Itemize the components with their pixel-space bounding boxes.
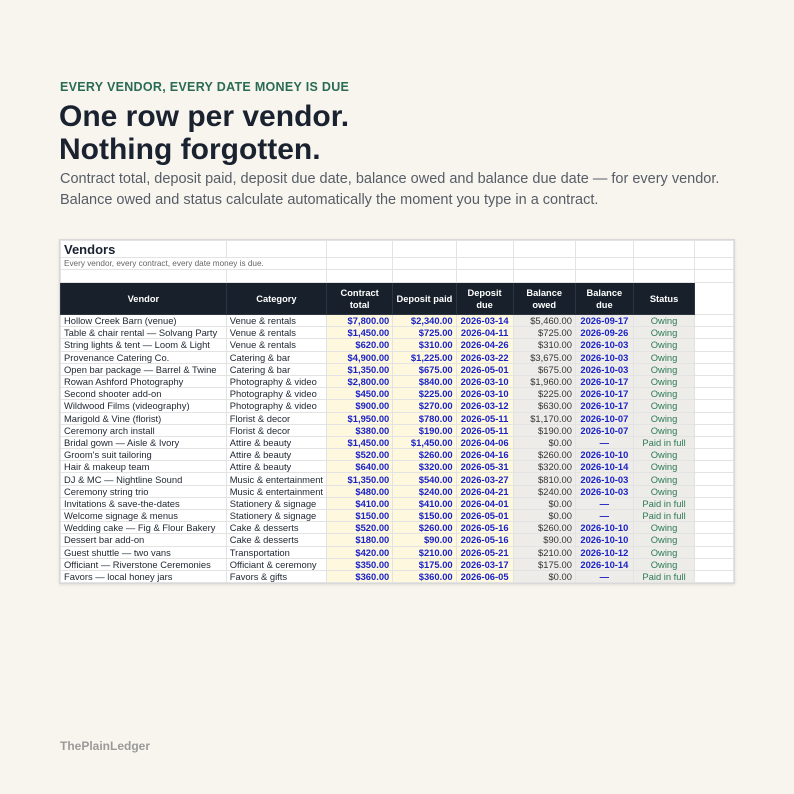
- table-row: [61, 424, 734, 436]
- empty-cell[interactable]: [327, 258, 393, 270]
- cell-deposit-due[interactable]: 2026-05-01: [456, 510, 513, 522]
- empty-cell[interactable]: [695, 315, 734, 327]
- cell-vendor[interactable]: Ceremony string trio: [61, 485, 227, 497]
- empty-cell[interactable]: [695, 558, 734, 570]
- cell-deposit-paid[interactable]: $260.00: [393, 449, 456, 461]
- cell-vendor[interactable]: DJ & MC — Nightline Sound: [61, 473, 227, 485]
- cell-deposit-due[interactable]: 2026-04-06: [456, 436, 513, 448]
- cell-deposit-due[interactable]: 2026-05-31: [456, 461, 513, 473]
- cell-balance-owed[interactable]: $810.00: [513, 473, 575, 485]
- cell-balance-owed[interactable]: $630.00: [513, 400, 575, 412]
- cell-vendor[interactable]: Table & chair rental — Solvang Party: [61, 327, 227, 339]
- cell-balance-due[interactable]: 2026-10-17: [575, 375, 633, 387]
- cell-deposit-paid[interactable]: $675.00: [393, 363, 456, 375]
- cell-balance-owed[interactable]: $3,675.00: [513, 351, 575, 363]
- cell-contract-total[interactable]: $520.00: [327, 522, 393, 534]
- cell-balance-owed[interactable]: $225.00: [513, 388, 575, 400]
- cell-balance-due[interactable]: 2026-10-14: [575, 558, 633, 570]
- cell-balance-due[interactable]: —: [575, 436, 633, 448]
- header-category[interactable]: Category: [226, 283, 326, 315]
- cell-category[interactable]: Cake & desserts: [226, 534, 326, 546]
- cell-balance-due[interactable]: 2026-10-10: [575, 534, 633, 546]
- cell-deposit-due[interactable]: 2026-03-10: [456, 388, 513, 400]
- empty-cell[interactable]: [695, 473, 734, 485]
- cell-status[interactable]: Owing: [633, 339, 695, 351]
- cell-deposit-due[interactable]: 2026-05-11: [456, 412, 513, 424]
- cell-contract-total[interactable]: $1,950.00: [327, 412, 393, 424]
- empty-cell[interactable]: [456, 258, 513, 270]
- empty-cell[interactable]: [695, 388, 734, 400]
- cell-balance-owed[interactable]: $1,960.00: [513, 375, 575, 387]
- table-row: [61, 327, 734, 339]
- sheet-subtitle[interactable]: Every vendor, every contract, every date money is due.: [61, 258, 327, 270]
- cell-deposit-due[interactable]: 2026-03-12: [456, 400, 513, 412]
- table-row: [61, 522, 734, 534]
- cell-balance-due[interactable]: —: [575, 510, 633, 522]
- cell-contract-total[interactable]: $620.00: [327, 339, 393, 351]
- cell-contract-total[interactable]: $1,450.00: [327, 327, 393, 339]
- empty-cell[interactable]: [695, 534, 734, 546]
- cell-category[interactable]: Photography & video: [226, 388, 326, 400]
- table-row: [61, 546, 734, 558]
- cell-status[interactable]: Owing: [633, 363, 695, 375]
- cell-category[interactable]: Transportation: [226, 546, 326, 558]
- cell-contract-total[interactable]: $410.00: [327, 497, 393, 509]
- cell-deposit-paid[interactable]: $225.00: [393, 388, 456, 400]
- description-line-1: Contract total, deposit paid, deposit due date, balance owed and balance due date — for every vendor.: [60, 171, 720, 187]
- cell-status[interactable]: Paid in full: [633, 497, 695, 509]
- table-row: [61, 339, 734, 351]
- cell-deposit-due[interactable]: 2026-03-22: [456, 351, 513, 363]
- cell-deposit-due[interactable]: 2026-05-16: [456, 534, 513, 546]
- cell-vendor[interactable]: Second shooter add-on: [61, 388, 227, 400]
- cell-category[interactable]: Stationery & signage: [226, 510, 326, 522]
- cell-balance-owed[interactable]: $0.00: [513, 497, 575, 509]
- empty-cell[interactable]: [633, 258, 695, 270]
- cell-contract-total[interactable]: $900.00: [327, 400, 393, 412]
- cell-contract-total[interactable]: $4,900.00: [327, 351, 393, 363]
- cell-balance-due[interactable]: 2026-10-10: [575, 449, 633, 461]
- cell-status[interactable]: Paid in full: [633, 570, 695, 582]
- empty-cell[interactable]: [695, 522, 734, 534]
- cell-category[interactable]: Attire & beauty: [226, 461, 326, 473]
- cell-contract-total[interactable]: $1,450.00: [327, 436, 393, 448]
- cell-contract-total[interactable]: $380.00: [327, 424, 393, 436]
- table-row: [61, 363, 734, 375]
- cell-balance-owed[interactable]: $0.00: [513, 510, 575, 522]
- header-deposit-due[interactable]: Deposit due: [456, 283, 513, 315]
- empty-cell[interactable]: [695, 461, 734, 473]
- empty-cell[interactable]: [695, 258, 734, 270]
- cell-balance-due[interactable]: —: [575, 497, 633, 509]
- empty-cell[interactable]: [695, 270, 734, 283]
- cell-contract-total[interactable]: $350.00: [327, 558, 393, 570]
- headline-line-2: Nothing forgotten.: [59, 133, 321, 166]
- cell-contract-total[interactable]: $520.00: [327, 449, 393, 461]
- table-row: [61, 388, 734, 400]
- cell-category[interactable]: Catering & bar: [226, 351, 326, 363]
- cell-category[interactable]: Attire & beauty: [226, 436, 326, 448]
- cell-deposit-paid[interactable]: $150.00: [393, 510, 456, 522]
- cell-status[interactable]: Owing: [633, 388, 695, 400]
- empty-cell[interactable]: [695, 485, 734, 497]
- cell-balance-owed[interactable]: $675.00: [513, 363, 575, 375]
- headline: [59, 100, 349, 166]
- empty-cell[interactable]: [695, 375, 734, 387]
- cell-balance-due[interactable]: 2026-10-03: [575, 351, 633, 363]
- cell-status[interactable]: Owing: [633, 546, 695, 558]
- cell-vendor[interactable]: Ceremony arch install: [61, 424, 227, 436]
- cell-deposit-paid[interactable]: $360.00: [393, 570, 456, 582]
- cell-contract-total[interactable]: $450.00: [327, 388, 393, 400]
- empty-cell[interactable]: [513, 270, 575, 283]
- header-balance-owed[interactable]: Balance owed: [513, 283, 575, 315]
- empty-cell[interactable]: [695, 497, 734, 509]
- cell-deposit-paid[interactable]: $2,340.00: [393, 315, 456, 327]
- cell-balance-owed[interactable]: $5,460.00: [513, 315, 575, 327]
- cell-status[interactable]: Owing: [633, 412, 695, 424]
- description-line-2: Balance owed and status calculate automatically the moment you type in a contract.: [60, 192, 599, 208]
- cell-contract-total[interactable]: $420.00: [327, 546, 393, 558]
- cell-contract-total[interactable]: $1,350.00: [327, 473, 393, 485]
- cell-category[interactable]: Favors & gifts: [226, 570, 326, 582]
- table-row: [61, 485, 734, 497]
- cell-balance-due[interactable]: 2026-10-07: [575, 424, 633, 436]
- empty-cell[interactable]: [393, 241, 456, 258]
- cell-vendor[interactable]: Provenance Catering Co.: [61, 351, 227, 363]
- table-row: [61, 510, 734, 522]
- cell-deposit-due[interactable]: 2026-03-27: [456, 473, 513, 485]
- empty-cell[interactable]: [575, 258, 633, 270]
- cell-contract-total[interactable]: $360.00: [327, 570, 393, 582]
- table-row: [61, 461, 734, 473]
- empty-cell[interactable]: [513, 241, 575, 258]
- cell-status[interactable]: Owing: [633, 485, 695, 497]
- cell-contract-total[interactable]: $480.00: [327, 485, 393, 497]
- empty-cell[interactable]: [456, 270, 513, 283]
- empty-cell[interactable]: [695, 424, 734, 436]
- cell-deposit-paid[interactable]: $310.00: [393, 339, 456, 351]
- cell-status[interactable]: Paid in full: [633, 436, 695, 448]
- table-row: [61, 400, 734, 412]
- cell-deposit-paid[interactable]: $190.00: [393, 424, 456, 436]
- sheet-title[interactable]: Vendors: [61, 241, 227, 258]
- cell-deposit-due[interactable]: 2026-04-21: [456, 485, 513, 497]
- cell-vendor[interactable]: Welcome signage & menus: [61, 510, 227, 522]
- cell-deposit-due[interactable]: 2026-05-21: [456, 546, 513, 558]
- cell-category[interactable]: Music & entertainment: [226, 473, 326, 485]
- empty-cell[interactable]: [695, 449, 734, 461]
- cell-balance-owed[interactable]: $0.00: [513, 436, 575, 448]
- cell-status[interactable]: Owing: [633, 351, 695, 363]
- cell-balance-due[interactable]: 2026-10-03: [575, 363, 633, 375]
- table-row: [61, 436, 734, 448]
- cell-contract-total[interactable]: $180.00: [327, 534, 393, 546]
- cell-balance-owed[interactable]: $240.00: [513, 485, 575, 497]
- empty-cell[interactable]: [393, 270, 456, 283]
- table-row: [61, 449, 734, 461]
- eyebrow-label: EVERY VENDOR, EVERY DATE MONEY IS DUE: [60, 80, 350, 94]
- cell-category[interactable]: Venue & rentals: [226, 327, 326, 339]
- cell-balance-due[interactable]: 2026-10-14: [575, 461, 633, 473]
- empty-cell[interactable]: [575, 241, 633, 258]
- cell-deposit-paid[interactable]: $840.00: [393, 375, 456, 387]
- cell-vendor[interactable]: Hollow Creek Barn (venue): [61, 315, 227, 327]
- cell-vendor[interactable]: Wildwood Films (videography): [61, 400, 227, 412]
- cell-deposit-due[interactable]: 2026-05-16: [456, 522, 513, 534]
- empty-cell[interactable]: [393, 258, 456, 270]
- empty-cell[interactable]: [513, 258, 575, 270]
- cell-contract-total[interactable]: $7,800.00: [327, 315, 393, 327]
- cell-balance-due[interactable]: 2026-09-26: [575, 327, 633, 339]
- cell-category[interactable]: Cake & desserts: [226, 522, 326, 534]
- cell-balance-owed[interactable]: $310.00: [513, 339, 575, 351]
- cell-status[interactable]: Owing: [633, 327, 695, 339]
- cell-balance-due[interactable]: 2026-10-10: [575, 522, 633, 534]
- empty-cell[interactable]: [226, 241, 326, 258]
- cell-category[interactable]: Photography & video: [226, 375, 326, 387]
- empty-cell[interactable]: [633, 270, 695, 283]
- cell-vendor[interactable]: Guest shuttle — two vans: [61, 546, 227, 558]
- cell-balance-due[interactable]: 2026-10-17: [575, 388, 633, 400]
- cell-deposit-paid[interactable]: $175.00: [393, 558, 456, 570]
- cell-contract-total[interactable]: $2,800.00: [327, 375, 393, 387]
- cell-deposit-due[interactable]: 2026-06-05: [456, 570, 513, 582]
- cell-contract-total[interactable]: $640.00: [327, 461, 393, 473]
- brand-name: ThePlainLedger: [60, 739, 151, 753]
- cell-balance-owed[interactable]: $190.00: [513, 424, 575, 436]
- table-row: [61, 570, 734, 582]
- cell-category[interactable]: Venue & rentals: [226, 339, 326, 351]
- header-balance-due[interactable]: Balance due: [575, 283, 633, 315]
- cell-category[interactable]: Music & entertainment: [226, 485, 326, 497]
- cell-balance-due[interactable]: 2026-10-17: [575, 400, 633, 412]
- cell-vendor[interactable]: Wedding cake — Fig & Flour Bakery: [61, 522, 227, 534]
- cell-category[interactable]: Attire & beauty: [226, 449, 326, 461]
- cell-balance-due[interactable]: 2026-10-03: [575, 473, 633, 485]
- empty-cell[interactable]: [226, 270, 326, 283]
- cell-deposit-due[interactable]: 2026-05-01: [456, 363, 513, 375]
- cell-status[interactable]: Owing: [633, 400, 695, 412]
- cell-status[interactable]: Owing: [633, 424, 695, 436]
- cell-balance-due[interactable]: 2026-10-03: [575, 339, 633, 351]
- cell-balance-owed[interactable]: $1,170.00: [513, 412, 575, 424]
- table-row: [61, 558, 734, 570]
- cell-balance-owed[interactable]: $725.00: [513, 327, 575, 339]
- header-deposit-paid[interactable]: Deposit paid: [393, 283, 456, 315]
- cell-status[interactable]: Owing: [633, 558, 695, 570]
- description: [60, 169, 760, 211]
- cell-balance-due[interactable]: 2026-10-03: [575, 485, 633, 497]
- header-contract-total[interactable]: Contract total: [327, 283, 393, 315]
- cell-status[interactable]: Owing: [633, 534, 695, 546]
- cell-status[interactable]: Owing: [633, 522, 695, 534]
- table-row: [61, 315, 734, 327]
- vendors-table: [60, 240, 734, 583]
- cell-balance-owed[interactable]: $260.00: [513, 449, 575, 461]
- cell-vendor[interactable]: Officiant — Riverstone Ceremonies: [61, 558, 227, 570]
- header-status[interactable]: Status: [633, 283, 695, 315]
- cell-deposit-paid[interactable]: $780.00: [393, 412, 456, 424]
- cell-status[interactable]: Owing: [633, 315, 695, 327]
- cell-balance-owed[interactable]: $260.00: [513, 522, 575, 534]
- cell-vendor[interactable]: Hair & makeup team: [61, 461, 227, 473]
- cell-deposit-paid[interactable]: $210.00: [393, 546, 456, 558]
- cell-vendor[interactable]: String lights & tent — Loom & Light: [61, 339, 227, 351]
- cell-deposit-paid[interactable]: $320.00: [393, 461, 456, 473]
- cell-status[interactable]: Owing: [633, 473, 695, 485]
- spreadsheet: [59, 239, 735, 584]
- table-row: [61, 473, 734, 485]
- table-row: [61, 351, 734, 363]
- cell-deposit-due[interactable]: 2026-05-11: [456, 424, 513, 436]
- headline-line-1: One row per vendor.: [59, 100, 350, 133]
- cell-deposit-due[interactable]: 2026-03-14: [456, 315, 513, 327]
- cell-vendor[interactable]: Open bar package — Barrel & Twine: [61, 363, 227, 375]
- cell-balance-owed[interactable]: $210.00: [513, 546, 575, 558]
- cell-deposit-due[interactable]: 2026-04-16: [456, 449, 513, 461]
- cell-deposit-due[interactable]: 2026-04-01: [456, 497, 513, 509]
- cell-category[interactable]: Catering & bar: [226, 363, 326, 375]
- header-row: [61, 283, 734, 315]
- cell-category[interactable]: Officiant & ceremony: [226, 558, 326, 570]
- cell-category[interactable]: Venue & rentals: [226, 315, 326, 327]
- cell-deposit-paid[interactable]: $540.00: [393, 473, 456, 485]
- cell-deposit-paid[interactable]: $270.00: [393, 400, 456, 412]
- empty-cell[interactable]: [695, 351, 734, 363]
- empty-cell[interactable]: [695, 339, 734, 351]
- table-row: [61, 497, 734, 509]
- cell-status[interactable]: Owing: [633, 449, 695, 461]
- cell-status[interactable]: Paid in full: [633, 510, 695, 522]
- cell-vendor[interactable]: Invitations & save-the-dates: [61, 497, 227, 509]
- empty-cell[interactable]: [327, 270, 393, 283]
- empty-cell[interactable]: [327, 241, 393, 258]
- empty-cell[interactable]: [695, 327, 734, 339]
- empty-cell[interactable]: [695, 412, 734, 424]
- empty-cell[interactable]: [695, 570, 734, 582]
- table-row: [61, 375, 734, 387]
- empty-cell[interactable]: [61, 270, 227, 283]
- cell-deposit-due[interactable]: 2026-03-10: [456, 375, 513, 387]
- cell-deposit-paid[interactable]: $1,225.00: [393, 351, 456, 363]
- empty-cell[interactable]: [695, 363, 734, 375]
- empty-cell[interactable]: [695, 283, 734, 315]
- cell-balance-due[interactable]: —: [575, 570, 633, 582]
- cell-vendor[interactable]: Marigold & Vine (florist): [61, 412, 227, 424]
- cell-deposit-due[interactable]: 2026-04-11: [456, 327, 513, 339]
- cell-contract-total[interactable]: $1,350.00: [327, 363, 393, 375]
- header-vendor[interactable]: Vendor: [61, 283, 227, 315]
- cell-balance-due[interactable]: 2026-09-17: [575, 315, 633, 327]
- empty-cell[interactable]: [575, 270, 633, 283]
- cell-deposit-due[interactable]: 2026-04-26: [456, 339, 513, 351]
- table-row: [61, 534, 734, 546]
- cell-contract-total[interactable]: $150.00: [327, 510, 393, 522]
- table-row: [61, 412, 734, 424]
- cell-category[interactable]: Stationery & signage: [226, 497, 326, 509]
- empty-cell[interactable]: [695, 436, 734, 448]
- cell-balance-due[interactable]: 2026-10-12: [575, 546, 633, 558]
- cell-balance-owed[interactable]: $175.00: [513, 558, 575, 570]
- cell-status[interactable]: Owing: [633, 461, 695, 473]
- empty-cell[interactable]: [695, 241, 734, 258]
- cell-status[interactable]: Owing: [633, 375, 695, 387]
- cell-balance-owed[interactable]: $0.00: [513, 570, 575, 582]
- cell-deposit-paid[interactable]: $1,450.00: [393, 436, 456, 448]
- cell-vendor[interactable]: Bridal gown — Aisle & Ivory: [61, 436, 227, 448]
- cell-deposit-paid[interactable]: $410.00: [393, 497, 456, 509]
- empty-cell[interactable]: [456, 241, 513, 258]
- cell-balance-due[interactable]: 2026-10-07: [575, 412, 633, 424]
- cell-deposit-due[interactable]: 2026-03-17: [456, 558, 513, 570]
- cell-category[interactable]: Photography & video: [226, 400, 326, 412]
- cell-vendor[interactable]: Dessert bar add-on: [61, 534, 227, 546]
- cell-vendor[interactable]: Rowan Ashford Photography: [61, 375, 227, 387]
- cell-vendor[interactable]: Groom's suit tailoring: [61, 449, 227, 461]
- cell-deposit-paid[interactable]: $240.00: [393, 485, 456, 497]
- cell-category[interactable]: Florist & decor: [226, 424, 326, 436]
- empty-cell[interactable]: [633, 241, 695, 258]
- cell-deposit-paid[interactable]: $725.00: [393, 327, 456, 339]
- cell-vendor[interactable]: Favors — local honey jars: [61, 570, 227, 582]
- cell-balance-owed[interactable]: $320.00: [513, 461, 575, 473]
- cell-deposit-paid[interactable]: $260.00: [393, 522, 456, 534]
- cell-balance-owed[interactable]: $90.00: [513, 534, 575, 546]
- empty-cell[interactable]: [695, 400, 734, 412]
- cell-category[interactable]: Florist & decor: [226, 412, 326, 424]
- empty-cell[interactable]: [695, 546, 734, 558]
- cell-deposit-paid[interactable]: $90.00: [393, 534, 456, 546]
- empty-cell[interactable]: [695, 510, 734, 522]
